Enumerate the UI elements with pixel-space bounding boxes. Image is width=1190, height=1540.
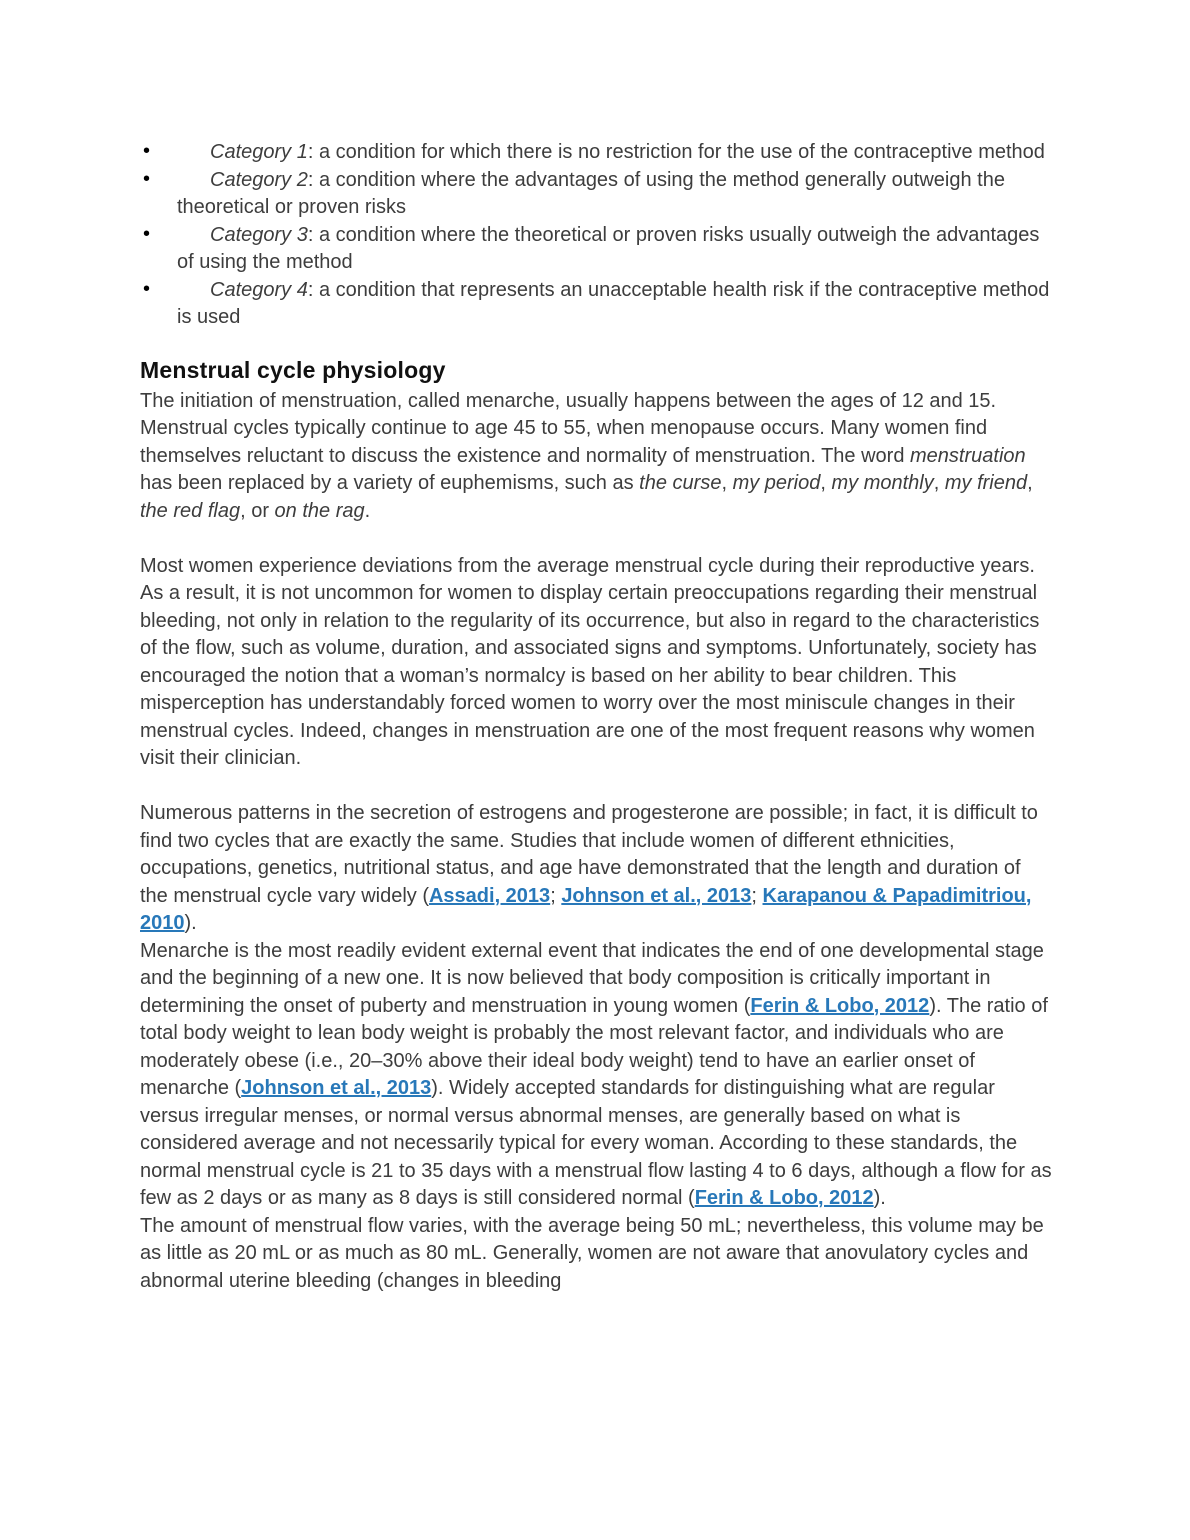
list-item-text (177, 169, 1005, 219)
italic-text-run: menstruation (910, 444, 1026, 467)
italic-text-run: my friend (944, 472, 1028, 494)
italic-text-run: Category 1 (210, 141, 308, 163)
italic-text-run: the curse (639, 472, 722, 494)
list-item (140, 167, 1052, 222)
citation-link[interactable]: Ferin & Lobo, 2012 (750, 994, 930, 1017)
citation-link[interactable]: Ferin & Lobo, 2012 (694, 1187, 874, 1209)
paragraph-deviations (140, 553, 1052, 773)
text-run: , or (240, 499, 275, 522)
list-item (140, 277, 1052, 332)
text-run: , (1027, 472, 1033, 494)
bullet-icon: • (143, 277, 151, 300)
italic-text-run: the red flag (140, 499, 241, 522)
text-run: , (820, 472, 832, 494)
list-item-text (177, 279, 1049, 329)
bullet-icon: • (143, 222, 151, 245)
citation-link[interactable]: Assadi, 2013 (428, 884, 551, 907)
bullet-icon: • (143, 167, 151, 190)
paragraph-menarche-intro (140, 388, 1052, 526)
text-run: : a condition where the advantages of using the method generally outweigh the theoretical or proven risks (177, 168, 1005, 218)
italic-text-run: Category 4 (210, 278, 308, 301)
italic-text-run: on the rag (274, 499, 365, 522)
text-run: , (721, 472, 733, 494)
text-run: Menarche is the most readily evident external event that indicates the end of one developmental stage and the beginning of a new one. It is now believed that body composition is critically important in determining the onset of puberty and menstruation in young women ( (140, 939, 1044, 1017)
text-run: , (933, 472, 945, 494)
citation-link[interactable]: Johnson et al., 2013 (241, 1077, 432, 1099)
text-run: ; (751, 884, 763, 907)
text-run: ). Widely accepted standards for distinguishing what are regular versus irregular menses, or normal versus abnormal menses, are generally based on what is considered average and not necessarily typical for every woman. According to these standards, the normal menstrual cycle is 21 to 35 days with a menstrual flow lasting 4 to 6 days, although a flow for as few as 2 days or as many as 8 days is still considered normal ( (140, 1077, 1052, 1209)
italic-text-run: Category 3 (210, 223, 308, 246)
text-run: : a condition for which there is no restriction for the use of the contraceptive method (307, 141, 1045, 163)
italic-text-run: my period (732, 472, 821, 494)
category-list (140, 139, 1052, 332)
text-run: : a condition that represents an unacceptable health risk if the contraceptive method is used (177, 278, 1050, 328)
list-item (140, 139, 1052, 167)
text-run: . (364, 499, 371, 522)
text-run: Most women experience deviations from the average menstrual cycle during their reproductive years. As a result, it is not uncommon for women to display certain preoccupations regarding their menstrual bleeding, not only in relation to the regularity of its occurrence, but also in regard to the characteristics of the flow, such as volume, duration, and associated signs and symptoms. Unfortunately, society has encouraged the notion that a woman’s normalcy is based on her ability to bear children. This misperception has understandably forced women to worry over the most miniscule changes in their menstrual cycles. Indeed, changes in menstruation are one of the most frequent reasons why women visit their clinician. (140, 554, 1040, 769)
document-page (140, 139, 1052, 1295)
section-heading: Menstrual cycle physiology (140, 356, 446, 383)
citation-link[interactable]: Karapanou & Papadimitriou, 2010 (140, 884, 1032, 934)
text-run: ). (873, 1187, 886, 1209)
text-run: ). The ratio of total body weight to lean body weight is probably the most relevant factor, and individuals who are moderately obese (i.e., 20–30% above their ideal body weight) tend to have an earlier onset of menarche ( (140, 994, 1048, 1099)
list-item-text (210, 141, 1045, 163)
text-run: : a condition where the theoretical or proven risks usually outweigh the advantages of using the method (177, 223, 1040, 273)
italic-text-run: Category 2 (210, 168, 308, 191)
paragraph-menarche-body (140, 938, 1052, 1213)
citation-link[interactable]: Johnson et al., 2013 (561, 884, 752, 907)
text-run: The initiation of menstruation, called menarche, usually happens between the ages of 12 and 15. Menstrual cycles typically continue to age 45 to 55, when menopause occurs. Many women find themselves reluctant to discuss the existence and normality of menstruation. The word (140, 389, 997, 467)
paragraph-flow-amount (140, 1213, 1052, 1296)
list-item-text (177, 224, 1039, 274)
bullet-icon: • (143, 140, 151, 162)
italic-text-run: my monthly (831, 472, 934, 494)
list-item (140, 222, 1052, 277)
text-run: ). (184, 912, 197, 934)
text-run: has been replaced by a variety of euphemisms, such as (140, 472, 640, 494)
text-run: The amount of menstrual flow varies, with the average being 50 mL; nevertheless, this volume may be as little as 20 mL or as much as 80 mL. Generally, women are not aware that anovulatory cycles and abnormal uterine bleeding (changes in bleeding (140, 1214, 1044, 1292)
paragraph-patterns (140, 800, 1052, 938)
text-run: ; (550, 884, 562, 907)
text-run: Numerous patterns in the secretion of estrogens and progesterone are possible; in fact, it is difficult to find two cycles that are exactly the same. Studies that include women of different ethnicities, occupations, genetics, nutritional status, and age have demonstrated that the length and duration of the menstrual cycle vary widely ( (140, 802, 1038, 907)
